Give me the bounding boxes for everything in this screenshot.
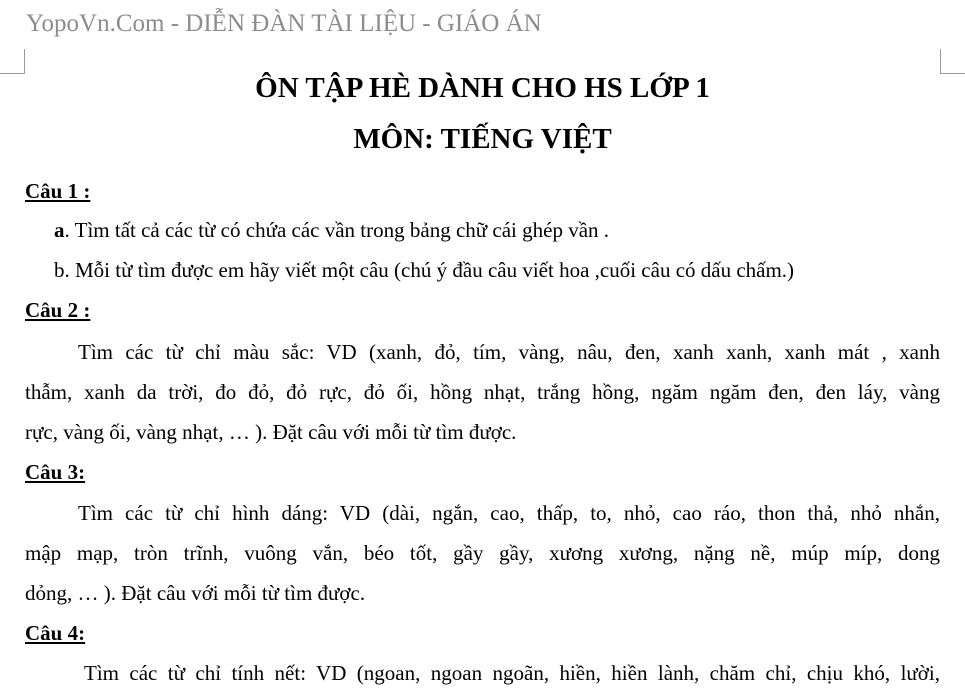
question-3-line-1: Tìm các từ chỉ hình dáng: VD (dài, ngắn, cao, thấp, to, nhỏ, cao ráo, thon thả, nhỏ nhắn, xyxy=(78,501,940,525)
document-title: ÔN TẬP HÈ DÀNH CHO HS LỚP 1 xyxy=(255,72,710,104)
question-4-line-1: Tìm các từ chỉ tính nết: VD (ngoan, ngoan ngoãn, hiền, hiền lành, chăm chỉ, chịu khó, lười, xyxy=(84,661,940,685)
question-2-heading: Câu 2 : xyxy=(25,298,91,322)
question-4-heading: Câu 4: xyxy=(25,621,86,645)
question-3-line-3: dỏng, … ). Đặt câu với mỗi từ tìm được. xyxy=(25,581,366,605)
watermark-header: YopoVn.Com - DIỄN ĐÀN TÀI LIỆU - GIÁO ÁN xyxy=(26,10,542,37)
page-margin-corner-right xyxy=(940,49,965,74)
question-3-heading: Câu 3: xyxy=(25,460,86,484)
page-margin-corner-left xyxy=(0,49,25,74)
question-1-item-b: b. Mỗi từ tìm được em hãy viết một câu (chú ý đầu câu viết hoa ,cuối câu có dấu chấm.) xyxy=(54,258,795,282)
question-3-line-2: mập mạp, tròn trĩnh, vuông vắn, béo tốt, gầy gầy, xương xương, nặng nề, múp míp, dong xyxy=(25,541,940,565)
document-subtitle: MÔN: TIẾNG VIỆT xyxy=(353,123,612,155)
item-a-text: . Tìm tất cả các từ có chứa các vần trong bảng chữ cái ghép vần . xyxy=(64,218,610,242)
question-2-line-2: thẫm, xanh da trời, đo đỏ, đỏ rực, đỏ ối, hồng nhạt, trắng hồng, ngăm ngăm đen, đen láy, vàng xyxy=(25,380,940,404)
question-2-line-1: Tìm các từ chỉ màu sắc: VD (xanh, đỏ, tím, vàng, nâu, đen, xanh xanh, xanh mát , xanh xyxy=(78,340,940,364)
question-1-heading: Câu 1 : xyxy=(25,179,91,203)
item-a-label: a xyxy=(54,218,65,242)
question-2-line-3: rực, vàng ối, vàng nhạt, … ). Đặt câu với mỗi từ tìm được. xyxy=(25,420,517,444)
question-1-item-a xyxy=(54,218,609,243)
